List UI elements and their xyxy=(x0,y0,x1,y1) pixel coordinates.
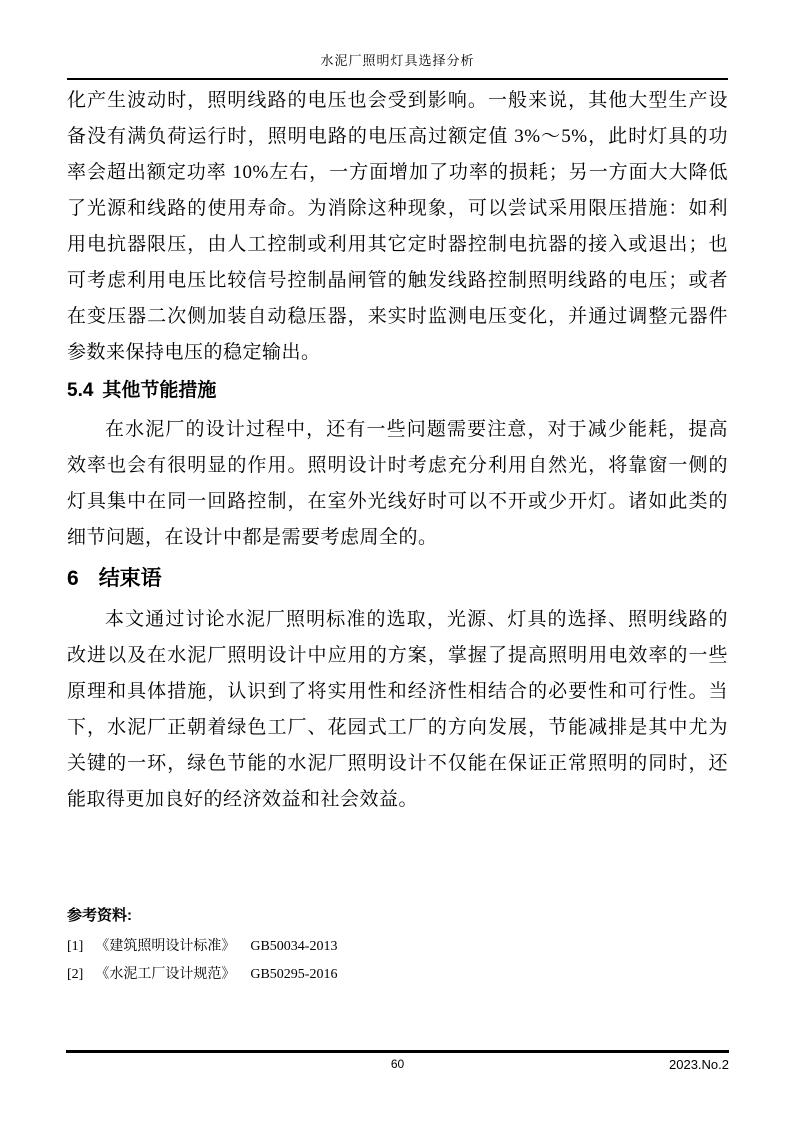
section-title: 结束语 xyxy=(98,567,162,590)
journal-issue: 2023.No.2 xyxy=(669,1057,729,1072)
section-number: 5.4 xyxy=(67,380,94,401)
running-header-title: 水泥厂照明灯具选择分析 xyxy=(320,53,475,68)
paragraph-conclusion: 本文通过讨论水泥厂照明标准的选取，光源、灯具的选择、照明线路的改进以及在水泥厂照明设计中应用的方案，掌握了提高照明用电效率的一些原理和具体措施，认识到了将实用性和经济性相结合的必要性和可行性。当下，水泥厂正朝着绿色工厂、花园式工厂的方向发展，节能减排是其中尤为关键的一环，绿色节能的水泥厂照明设计不仅能在保证正常照明的同时，还能取得更加良好的经济效益和社会效益。 xyxy=(67,609,728,810)
running-header xyxy=(67,0,728,80)
references-section xyxy=(67,906,728,989)
section-heading-5-4 xyxy=(67,378,728,404)
reference-standard-code: GB50034-2013 xyxy=(250,939,338,954)
paragraph-other-energy-saving: 在水泥厂的设计过程中，还有一些问题需要注意，对于减少能耗，提高效率也会有很明显的作用。照明设计时考虑充分利用自然光，将靠窗一侧的灯具集中在同一回路控制，在室外光线好时可以不开或少开灯。诸如此类的细节问题，在设计中都是需要考虑周全的。 xyxy=(67,419,728,548)
section-number: 6 xyxy=(67,567,79,590)
page-footer xyxy=(66,1050,729,1071)
reference-item xyxy=(67,933,728,961)
section-heading-6 xyxy=(67,564,728,594)
reference-item xyxy=(67,961,728,989)
reference-title: 《水泥工厂设计规范》 xyxy=(95,967,236,982)
reference-title: 《建筑照明设计标准》 xyxy=(95,939,236,954)
reference-marker: [1] xyxy=(67,939,84,954)
section-title: 其他节能措施 xyxy=(102,380,217,401)
reference-standard-code: GB50295-2016 xyxy=(250,967,338,982)
paragraph-voltage-regulation: 化产生波动时，照明线路的电压也会受到影响。一般来说，其他大型生产设备没有满负荷运行时，照明电路的电压高过额定值 3%～5%，此时灯具的功率会超出额定功率 10%左右，一方面增加了功率的损耗；另一方面大大降低了光源和线路的使用寿命。为消除这种现象，可以尝试采用限压措施：如利用电抗器限压，由人工控制或利用其它定时器控制电抗器的接入或退出；也可考虑利用电压比较信号控制晶闸管的触发线路控制照明线路的电压；或者在变压器二次侧加装自动稳压器，来实时监测电压变化，并通过调整元器件参数来保持电压的稳定输出。 xyxy=(67,90,728,363)
reference-marker: [2] xyxy=(67,967,84,982)
page-number: 60 xyxy=(390,1057,405,1071)
references-heading: 参考资料: xyxy=(67,907,132,924)
